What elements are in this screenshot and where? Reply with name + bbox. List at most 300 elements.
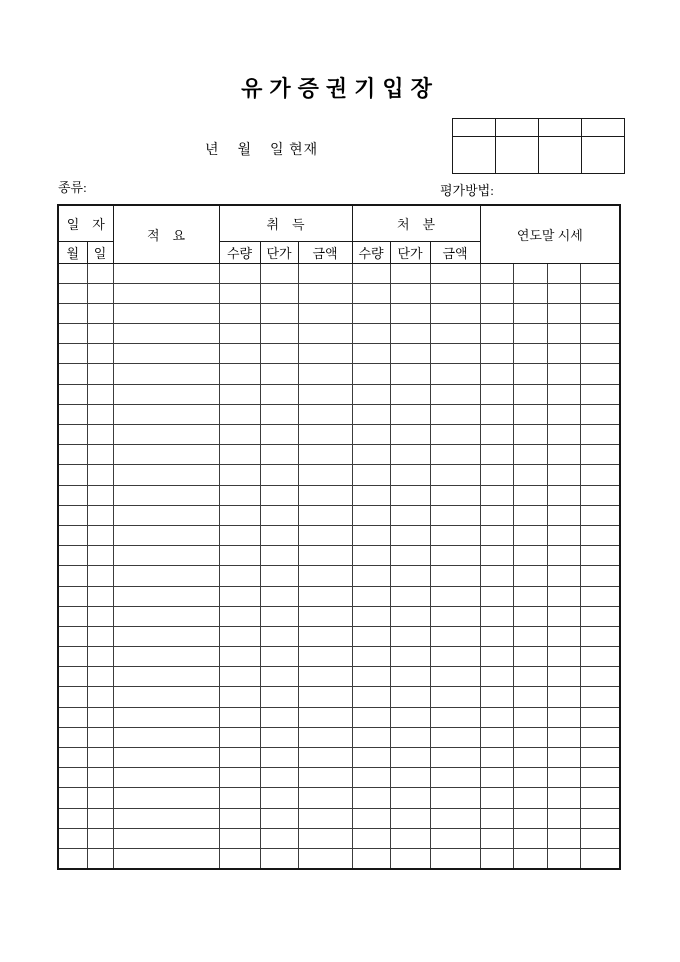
- ledger-cell: [58, 404, 87, 424]
- col-header-day: 일: [87, 241, 113, 263]
- ledger-cell: [298, 425, 352, 445]
- ledger-cell: [298, 324, 352, 344]
- ledger-cell: [298, 566, 352, 586]
- ledger-cell: [298, 586, 352, 606]
- ledger-header: [58, 205, 620, 263]
- ledger-cell: [352, 425, 390, 445]
- ledger-cell: [298, 384, 352, 404]
- ledger-cell: [580, 828, 620, 848]
- ledger-cell: [390, 566, 430, 586]
- ledger-cell: [547, 828, 580, 848]
- ledger-cell: [298, 647, 352, 667]
- ledger-cell: [219, 525, 260, 545]
- ledger-cell: [547, 485, 580, 505]
- ledger-cell: [298, 303, 352, 323]
- ledger-cell: [352, 606, 390, 626]
- ledger-cell: [513, 606, 547, 626]
- ledger-cell: [390, 647, 430, 667]
- ledger-cell: [390, 384, 430, 404]
- ledger-cell: [58, 586, 87, 606]
- ledger-cell: [430, 303, 480, 323]
- ledger-cell: [113, 324, 219, 344]
- ledger-cell: [58, 748, 87, 768]
- ledger-cell: [298, 748, 352, 768]
- ledger-cell: [580, 404, 620, 424]
- ledger-cell: [113, 626, 219, 646]
- ledger-cell: [219, 344, 260, 364]
- ledger-cell: [513, 344, 547, 364]
- ledger-cell: [580, 606, 620, 626]
- ledger-cell: [580, 344, 620, 364]
- ledger-cell: [513, 566, 547, 586]
- stamp-grid-cell: [496, 137, 539, 174]
- ledger-cell: [298, 465, 352, 485]
- ledger-cell: [298, 848, 352, 868]
- ledger-cell: [260, 485, 298, 505]
- col-header-acq-unit-price: 단가: [260, 241, 298, 263]
- ledger-cell: [58, 788, 87, 808]
- ledger-cell: [513, 727, 547, 747]
- ledger-cell: [430, 808, 480, 828]
- ledger-cell: [113, 586, 219, 606]
- ledger-body: [58, 263, 620, 869]
- ledger-cell: [547, 324, 580, 344]
- ledger-cell: [219, 445, 260, 465]
- ledger-cell: [260, 425, 298, 445]
- ledger-cell: [219, 465, 260, 485]
- ledger-cell: [260, 404, 298, 424]
- ledger-cell: [513, 647, 547, 667]
- ledger-cell: [260, 546, 298, 566]
- ledger-cell: [87, 586, 113, 606]
- col-header-disp-unit-price: 단가: [390, 241, 430, 263]
- ledger-cell: [113, 404, 219, 424]
- ledger-cell: [580, 768, 620, 788]
- ledger-cell: [219, 848, 260, 868]
- ledger-cell: [430, 566, 480, 586]
- ledger-cell: [547, 404, 580, 424]
- ledger-cell: [352, 808, 390, 828]
- ledger-cell: [219, 324, 260, 344]
- ledger-cell: [219, 384, 260, 404]
- ledger-cell: [352, 546, 390, 566]
- ledger-cell: [580, 465, 620, 485]
- ledger-cell: [480, 425, 513, 445]
- ledger-cell: [390, 324, 430, 344]
- ledger-row: [58, 425, 620, 445]
- ledger-cell: [113, 283, 219, 303]
- ledger-cell: [547, 465, 580, 485]
- ledger-cell: [513, 445, 547, 465]
- ledger-row: [58, 505, 620, 525]
- ledger-cell: [547, 263, 580, 283]
- ledger-cell: [87, 263, 113, 283]
- ledger-cell: [513, 364, 547, 384]
- ledger-row: [58, 808, 620, 828]
- ledger-cell: [390, 848, 430, 868]
- ledger-cell: [430, 384, 480, 404]
- ledger-cell: [513, 667, 547, 687]
- col-header-disp-amount: 금액: [430, 241, 480, 263]
- ledger-cell: [513, 404, 547, 424]
- ledger-cell: [513, 626, 547, 646]
- ledger-cell: [480, 788, 513, 808]
- ledger-cell: [352, 687, 390, 707]
- ledger-cell: [547, 626, 580, 646]
- ledger-cell: [480, 546, 513, 566]
- ledger-cell: [480, 384, 513, 404]
- ledger-cell: [87, 525, 113, 545]
- ledger-cell: [352, 647, 390, 667]
- col-header-description: 적 요: [113, 205, 219, 263]
- ledger-cell: [298, 283, 352, 303]
- ledger-cell: [547, 525, 580, 545]
- col-header-date: 일 자: [58, 205, 113, 241]
- ledger-cell: [513, 525, 547, 545]
- ledger-cell: [390, 768, 430, 788]
- ledger-cell: [547, 647, 580, 667]
- ledger-cell: [87, 505, 113, 525]
- ledger-cell: [430, 425, 480, 445]
- ledger-cell: [352, 788, 390, 808]
- ledger-cell: [513, 768, 547, 788]
- ledger-cell: [298, 485, 352, 505]
- ledger-cell: [480, 566, 513, 586]
- ledger-cell: [219, 808, 260, 828]
- ledger-cell: [480, 404, 513, 424]
- ledger-cell: [390, 626, 430, 646]
- ledger-row: [58, 647, 620, 667]
- ledger-cell: [87, 465, 113, 485]
- ledger-cell: [113, 768, 219, 788]
- ledger-cell: [390, 707, 430, 727]
- ledger-cell: [390, 727, 430, 747]
- ledger-cell: [58, 263, 87, 283]
- ledger-cell: [547, 848, 580, 868]
- ledger-cell: [547, 445, 580, 465]
- ledger-cell: [430, 525, 480, 545]
- ledger-cell: [219, 768, 260, 788]
- ledger-cell: [113, 525, 219, 545]
- ledger-cell: [390, 505, 430, 525]
- ledger-cell: [260, 586, 298, 606]
- ledger-cell: [298, 687, 352, 707]
- col-header-disp-quantity: 수량: [352, 241, 390, 263]
- ledger-cell: [390, 283, 430, 303]
- ledger-cell: [352, 707, 390, 727]
- ledger-cell: [87, 364, 113, 384]
- ledger-cell: [260, 626, 298, 646]
- col-header-acq-amount: 금액: [298, 241, 352, 263]
- ledger-cell: [113, 384, 219, 404]
- ledger-cell: [547, 505, 580, 525]
- ledger-cell: [260, 303, 298, 323]
- ledger-cell: [513, 546, 547, 566]
- ledger-cell: [58, 647, 87, 667]
- ledger-cell: [580, 566, 620, 586]
- ledger-cell: [219, 727, 260, 747]
- ledger-cell: [87, 788, 113, 808]
- ledger-cell: [480, 626, 513, 646]
- ledger-cell: [430, 324, 480, 344]
- ledger-cell: [260, 344, 298, 364]
- ledger-cell: [260, 647, 298, 667]
- stamp-grid-cell: [582, 119, 625, 137]
- ledger-cell: [480, 505, 513, 525]
- ledger-cell: [352, 324, 390, 344]
- ledger-cell: [113, 263, 219, 283]
- ledger-cell: [390, 667, 430, 687]
- ledger-cell: [480, 808, 513, 828]
- ledger-cell: [580, 748, 620, 768]
- ledger-cell: [113, 848, 219, 868]
- ledger-cell: [580, 525, 620, 545]
- header-row-groups: [58, 205, 620, 241]
- ledger-cell: [430, 788, 480, 808]
- ledger-cell: [430, 445, 480, 465]
- ledger-cell: [298, 788, 352, 808]
- ledger-cell: [87, 283, 113, 303]
- ledger-cell: [87, 606, 113, 626]
- ledger-cell: [547, 364, 580, 384]
- ledger-cell: [430, 404, 480, 424]
- stamp-grid-cell: [496, 119, 539, 137]
- ledger-cell: [430, 364, 480, 384]
- ledger-cell: [260, 768, 298, 788]
- ledger-row: [58, 768, 620, 788]
- ledger-cell: [260, 525, 298, 545]
- ledger-cell: [352, 344, 390, 364]
- ledger-cell: [260, 687, 298, 707]
- ledger-cell: [430, 344, 480, 364]
- ledger-cell: [219, 283, 260, 303]
- ledger-cell: [87, 384, 113, 404]
- ledger-cell: [219, 404, 260, 424]
- ledger-cell: [219, 586, 260, 606]
- stamp-grid-row: [453, 137, 625, 174]
- ledger-cell: [430, 748, 480, 768]
- ledger-cell: [430, 546, 480, 566]
- ledger-cell: [113, 727, 219, 747]
- ledger-cell: [430, 667, 480, 687]
- ledger-cell: [113, 445, 219, 465]
- ledger-cell: [390, 465, 430, 485]
- ledger-cell: [298, 344, 352, 364]
- ledger-cell: [352, 768, 390, 788]
- ledger-cell: [580, 283, 620, 303]
- ledger-cell: [352, 848, 390, 868]
- ledger-cell: [260, 748, 298, 768]
- ledger-cell: [390, 687, 430, 707]
- ledger-cell: [547, 727, 580, 747]
- ledger-cell: [430, 505, 480, 525]
- ledger-row: [58, 344, 620, 364]
- ledger-cell: [480, 727, 513, 747]
- ledger-cell: [113, 606, 219, 626]
- ledger-row: [58, 525, 620, 545]
- ledger-cell: [430, 727, 480, 747]
- ledger-cell: [87, 485, 113, 505]
- ledger-row: [58, 848, 620, 868]
- ledger-cell: [580, 425, 620, 445]
- ledger-cell: [547, 283, 580, 303]
- ledger-cell: [513, 263, 547, 283]
- ledger-cell: [352, 404, 390, 424]
- ledger-cell: [58, 546, 87, 566]
- approval-stamp-grid: [452, 118, 625, 174]
- ledger-cell: [547, 566, 580, 586]
- ledger-cell: [113, 425, 219, 445]
- ledger-cell: [58, 828, 87, 848]
- ledger-cell: [298, 727, 352, 747]
- ledger-cell: [87, 828, 113, 848]
- ledger-cell: [480, 445, 513, 465]
- ledger-cell: [547, 425, 580, 445]
- ledger-cell: [390, 263, 430, 283]
- ledger-cell: [352, 364, 390, 384]
- ledger-cell: [430, 606, 480, 626]
- ledger-cell: [58, 687, 87, 707]
- ledger-cell: [219, 485, 260, 505]
- ledger-cell: [430, 283, 480, 303]
- ledger-cell: [390, 828, 430, 848]
- ledger-row: [58, 626, 620, 646]
- ledger-cell: [260, 283, 298, 303]
- ledger-cell: [58, 667, 87, 687]
- stamp-grid-row: [453, 119, 625, 137]
- ledger-cell: [219, 263, 260, 283]
- ledger-cell: [219, 667, 260, 687]
- ledger-cell: [513, 465, 547, 485]
- ledger-cell: [87, 768, 113, 788]
- ledger-cell: [260, 707, 298, 727]
- ledger-cell: [58, 445, 87, 465]
- ledger-cell: [58, 344, 87, 364]
- stamp-grid-cell: [539, 137, 582, 174]
- ledger-cell: [390, 788, 430, 808]
- ledger-cell: [580, 667, 620, 687]
- ledger-cell: [219, 425, 260, 445]
- ledger-cell: [580, 303, 620, 323]
- ledger-cell: [219, 626, 260, 646]
- ledger-cell: [113, 788, 219, 808]
- ledger-cell: [430, 626, 480, 646]
- ledger-cell: [513, 324, 547, 344]
- ledger-cell: [260, 465, 298, 485]
- ledger-cell: [87, 727, 113, 747]
- ledger-cell: [58, 848, 87, 868]
- col-header-month: 월: [58, 241, 87, 263]
- ledger-cell: [513, 425, 547, 445]
- col-header-year-end-market-price: 연도말 시세: [480, 205, 620, 263]
- ledger-cell: [58, 566, 87, 586]
- ledger-cell: [113, 566, 219, 586]
- ledger-cell: [580, 445, 620, 465]
- ledger-cell: [58, 384, 87, 404]
- valuation-method-label: 평가방법:: [440, 183, 494, 198]
- ledger-cell: [58, 727, 87, 747]
- ledger-cell: [430, 263, 480, 283]
- col-header-acquisition: 취 득: [219, 205, 352, 241]
- ledger-cell: [113, 707, 219, 727]
- ledger-cell: [352, 525, 390, 545]
- ledger-cell: [390, 606, 430, 626]
- ledger-cell: [513, 303, 547, 323]
- ledger-row: [58, 707, 620, 727]
- ledger-cell: [430, 848, 480, 868]
- ledger-cell: [352, 303, 390, 323]
- ledger-cell: [580, 687, 620, 707]
- ledger-cell: [260, 727, 298, 747]
- ledger-cell: [298, 606, 352, 626]
- ledger-cell: [513, 687, 547, 707]
- ledger-cell: [480, 707, 513, 727]
- ledger-cell: [480, 303, 513, 323]
- ledger-cell: [260, 667, 298, 687]
- ledger-row: [58, 727, 620, 747]
- ledger-cell: [87, 808, 113, 828]
- ledger-cell: [113, 748, 219, 768]
- ledger-cell: [58, 505, 87, 525]
- ledger-cell: [580, 586, 620, 606]
- ledger-cell: [352, 485, 390, 505]
- ledger-cell: [580, 848, 620, 868]
- ledger-cell: [219, 788, 260, 808]
- ledger-row: [58, 303, 620, 323]
- ledger-row: [58, 788, 620, 808]
- ledger-cell: [480, 485, 513, 505]
- ledger-cell: [352, 828, 390, 848]
- ledger-cell: [580, 384, 620, 404]
- ledger-cell: [352, 445, 390, 465]
- ledger-cell: [113, 485, 219, 505]
- ledger-cell: [352, 626, 390, 646]
- ledger-cell: [298, 263, 352, 283]
- ledger-cell: [219, 546, 260, 566]
- ledger-cell: [547, 303, 580, 323]
- ledger-row: [58, 263, 620, 283]
- ledger-cell: [480, 606, 513, 626]
- ledger-cell: [480, 525, 513, 545]
- ledger-cell: [430, 485, 480, 505]
- ledger-cell: [480, 324, 513, 344]
- ledger-cell: [298, 505, 352, 525]
- ledger-cell: [113, 546, 219, 566]
- ledger-cell: [58, 707, 87, 727]
- ledger-cell: [352, 727, 390, 747]
- ledger-cell: [260, 263, 298, 283]
- ledger-cell: [260, 384, 298, 404]
- ledger-cell: [430, 707, 480, 727]
- ledger-cell: [352, 566, 390, 586]
- ledger-cell: [298, 768, 352, 788]
- ledger-cell: [352, 586, 390, 606]
- ledger-cell: [219, 364, 260, 384]
- ledger-cell: [298, 808, 352, 828]
- ledger-cell: [260, 788, 298, 808]
- ledger-cell: [580, 727, 620, 747]
- ledger-cell: [547, 748, 580, 768]
- ledger-cell: [513, 828, 547, 848]
- ledger-cell: [58, 303, 87, 323]
- ledger-table: [57, 204, 621, 870]
- ledger-cell: [87, 445, 113, 465]
- ledger-cell: [352, 748, 390, 768]
- type-label: 종류:: [58, 180, 87, 195]
- ledger-cell: [547, 667, 580, 687]
- ledger-cell: [390, 425, 430, 445]
- ledger-cell: [87, 707, 113, 727]
